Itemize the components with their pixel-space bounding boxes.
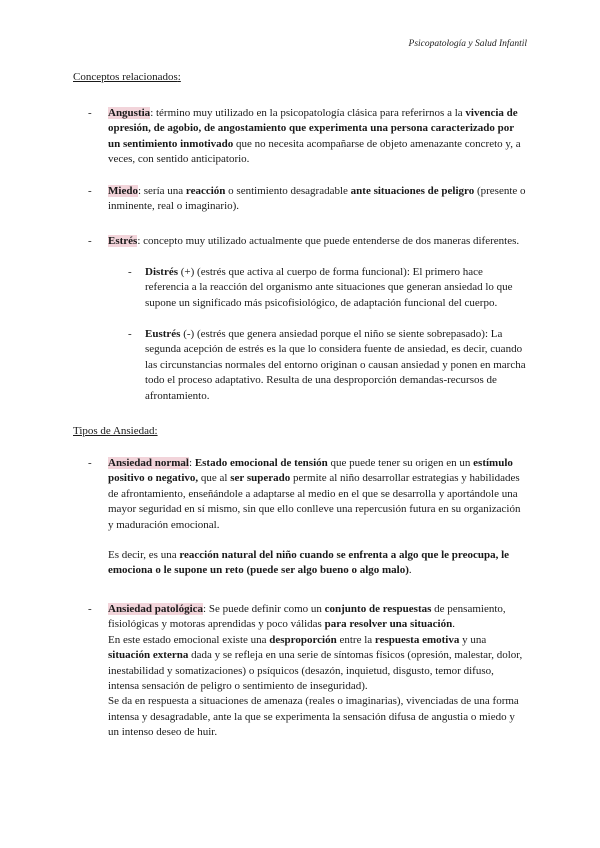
list-item-angustia <box>88 106 526 168</box>
list-item-estres <box>88 234 526 249</box>
bullet-dash: - <box>88 235 92 247</box>
section-title-tipos: Tipos de Ansiedad: <box>73 425 158 437</box>
term-eustres: Eustrés <box>145 328 181 340</box>
distres-text: Distrés (+) (estrés que activa al cuerpo de forma funcional): El primero hace referencia a la reacción del organismo ante situaciones que generan ansiedad lo que supone un significado más psicofisiológico, de adaptación funcional del cuerpo. <box>145 266 513 309</box>
term-ansiedad-normal: Ansiedad normal <box>108 457 189 469</box>
miedo-text: Miedo: sería una reacción o sentimiento desagradable ante situaciones de peligro (presente o inminente, real o imaginario). <box>108 185 526 213</box>
section-title-conceptos: Conceptos relacionados: <box>73 71 181 83</box>
angustia-text: Angustia: término muy utilizado en la psicopatología clásica para referirnos a la vivencia de opresión, de agobio, de angostamiento que experimenta una persona caracterizado por un sentimiento inmotivado que no necesita acompañarse de objeto amenazante concreto y, a veces, con sentido anticipatorio. <box>108 107 521 166</box>
term-angustia: Angustia <box>108 107 151 119</box>
ansiedad-patologica-paragraph-2: En este estado emocional existe una desproporción entre la respuesta emotiva y una situación externa dada y se refleja en una serie de síntomas físicos (opresión, malestar, dolor, inestabilidad y somatizaciones) o psíquicos (desazón, inquietud, disgusto, temor difuso, intensa sensación de peligro o sentimiento de inseguridad). <box>108 633 523 693</box>
sublist-item-eustres <box>128 327 527 404</box>
eustres-text: Eustrés (-) (estrés que genera ansiedad porque el niño se siente sobrepasado): La segunda acepción de estrés es la que lo considera fuente de ansiedad, es decir, cuando las circunstancias normales del entorno originan o causan ansiedad y ponen en marcha todo el proceso adaptativo. Resulta de una desproporción demandas-recursos de afrontamiento. <box>145 328 526 402</box>
sublist-item-distres <box>128 265 527 311</box>
term-estres: Estrés <box>108 235 138 247</box>
list-item-ansiedad-normal <box>88 456 526 579</box>
bullet-dash: - <box>128 266 132 278</box>
term-ansiedad-patologica: Ansiedad patológica <box>108 603 204 615</box>
ansiedad-normal-paragraph-2: Es decir, es una reacción natural del niño cuando se enfrenta a algo que le preocupa, le emociona o le supone un reto (puede ser algo bueno o algo malo). <box>108 549 510 577</box>
list-item-miedo <box>88 184 526 215</box>
bullet-dash: - <box>88 457 92 469</box>
term-distres: Distrés <box>145 266 178 278</box>
bullet-dash: - <box>88 107 92 119</box>
ansiedad-patologica-text: Ansiedad patológica: Se puede definir como un conjunto de respuestas de pensamiento, fisiológicas y motoras aprendidas y poco válidas para resolver una situación. <box>108 603 506 631</box>
page-header: Psicopatología y Salud Infantil <box>408 39 527 49</box>
bullet-dash: - <box>128 328 132 340</box>
term-miedo: Miedo <box>108 185 138 197</box>
bullet-dash: - <box>88 603 92 615</box>
estres-text: Estrés: concepto muy utilizado actualmente que puede entenderse de dos maneras diferentes. <box>108 235 520 247</box>
list-item-ansiedad-patologica <box>88 602 526 741</box>
bullet-dash: - <box>88 185 92 197</box>
ansiedad-patologica-paragraph-3: Se da en respuesta a situaciones de amenaza (reales o imaginarias), vivenciadas de una forma intensa y desagradable, ante la que se experimenta la sensación difusa de angustia o miedo y un intenso deseo de huir. <box>108 695 519 739</box>
ansiedad-normal-text: Ansiedad normal: Estado emocional de tensión que puede tener su origen en un estímulo positivo o negativo, que al ser superado permite al niño desarrollar estrategias y habilidades de afrontamiento, enseñándole a adaptarse al medio en el que se desarrolla y aportándole una mayor seguridad en sí mismo, sin que ello conlleve una repercusión futura en su organización y maduración emocional. <box>108 457 521 531</box>
